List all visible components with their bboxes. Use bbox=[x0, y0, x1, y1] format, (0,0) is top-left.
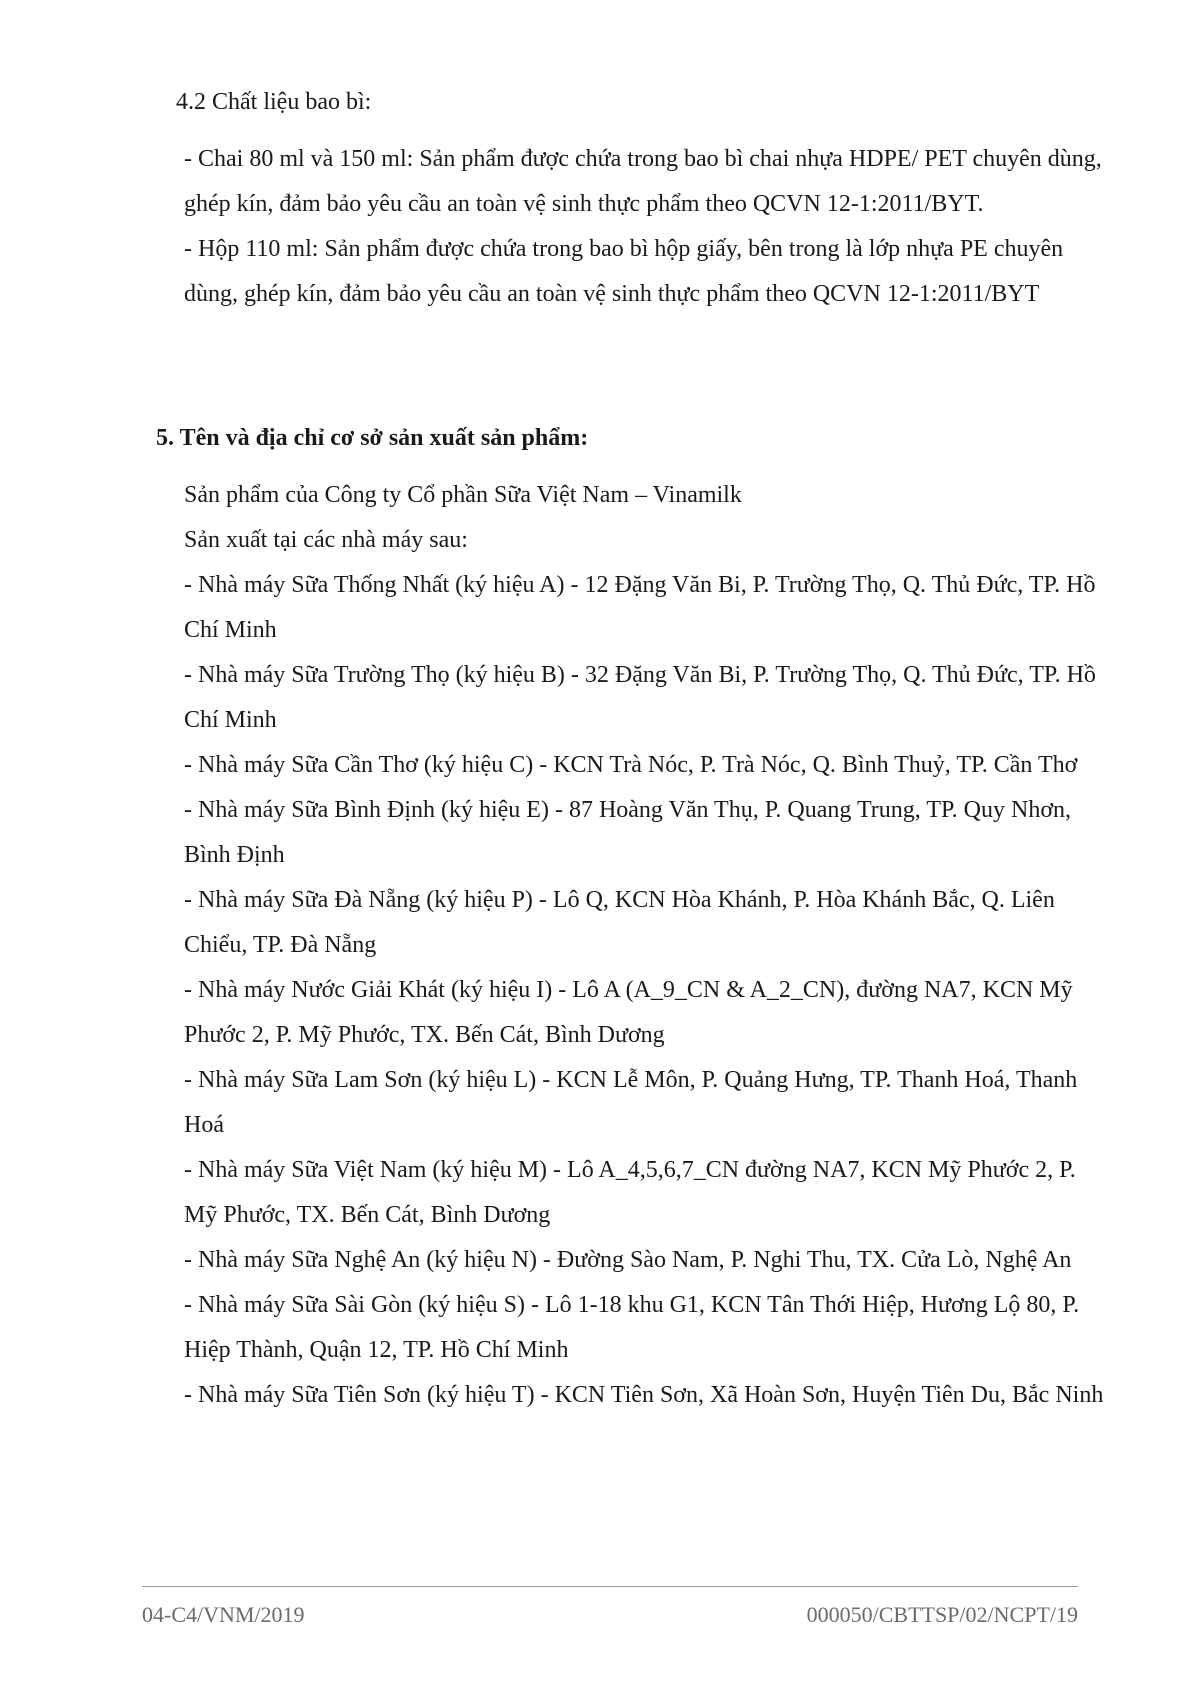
factory-item-l: - Nhà máy Sữa Lam Sơn (ký hiệu L) - KCN Lễ Môn, P. Quảng Hưng, TP. Thanh Hoá, Thanh Hoá bbox=[184, 1067, 1078, 1138]
factory-item-c: - Nhà máy Sữa Cần Thơ (ký hiệu C) - KCN Trà Nóc, P. Trà Nóc, Q. Bình Thuỷ, TP. Cần Thơ bbox=[184, 752, 1078, 778]
factory-item-b: - Nhà máy Sữa Trường Thọ (ký hiệu B) - 32 Đặng Văn Bi, P. Trường Thọ, Q. Thủ Đức, TP. Hồ Chí Minh bbox=[184, 662, 1096, 733]
footer-document-code: 04-C4/VNM/2019 bbox=[142, 1602, 305, 1627]
packaging-material-block bbox=[184, 137, 1104, 317]
producer-intro-factories: Sản xuất tại các nhà máy sau: bbox=[184, 527, 468, 553]
factory-item-m: - Nhà máy Sữa Việt Nam (ký hiệu M) - Lô A_4,5,6,7_CN đường NA7, KCN Mỹ Phước 2, P. Mỹ Phước, TX. Bến Cát, Bình Dương bbox=[184, 1157, 1076, 1228]
footer-divider bbox=[142, 1586, 1078, 1587]
factory-item-p: - Nhà máy Sữa Đà Nẵng (ký hiệu P) - Lô Q, KCN Hòa Khánh, P. Hòa Khánh Bắc, Q. Liên Chiểu, TP. Đà Nẵng bbox=[184, 887, 1055, 958]
footer-registration-number: 000050/CBTTSP/02/NCPT/19 bbox=[806, 1602, 1078, 1627]
factory-item-e: - Nhà máy Sữa Bình Định (ký hiệu E) - 87 Hoàng Văn Thụ, P. Quang Trung, TP. Quy Nhơn, Bình Định bbox=[184, 797, 1072, 868]
factory-item-s: - Nhà máy Sữa Sài Gòn (ký hiệu S) - Lô 1-18 khu G1, KCN Tân Thới Hiệp, Hương Lộ 80, P. Hiệp Thành, Quận 12, TP. Hồ Chí Minh bbox=[184, 1292, 1080, 1363]
producer-block bbox=[184, 473, 1104, 1418]
section-5-heading: 5. Tên và địa chỉ cơ sở sản xuất sản phẩm: bbox=[156, 425, 589, 451]
packaging-subheading: 4.2 Chất liệu bao bì: bbox=[176, 89, 372, 115]
factory-item-n: - Nhà máy Sữa Nghệ An (ký hiệu N) - Đường Sào Nam, P. Nghi Thu, TX. Cửa Lò, Nghệ An bbox=[184, 1247, 1072, 1273]
producer-intro: Sản phẩm của Công ty Cổ phần Sữa Việt Nam – Vinamilk bbox=[184, 482, 742, 508]
factory-item-a: - Nhà máy Sữa Thống Nhất (ký hiệu A) - 12 Đặng Văn Bi, P. Trường Thọ, Q. Thủ Đức, TP. Hồ Chí Minh bbox=[184, 572, 1096, 643]
packaging-paragraph-bottle: - Chai 80 ml và 150 ml: Sản phẩm được chứa trong bao bì chai nhựa HDPE/ PET chuyên dùng, ghép kín, đảm bảo yêu cầu an toàn vệ sinh thực phẩm theo QCVN 12-1:2011/BYT. bbox=[184, 146, 1102, 217]
factory-item-i: - Nhà máy Nước Giải Khát (ký hiệu I) - Lô A (A_9_CN & A_2_CN), đường NA7, KCN Mỹ Phước 2, P. Mỹ Phước, TX. Bến Cát, Bình Dương bbox=[184, 977, 1073, 1048]
packaging-paragraph-box: - Hộp 110 ml: Sản phẩm được chứa trong bao bì hộp giấy, bên trong là lớp nhựa PE chuyên dùng, ghép kín, đảm bảo yêu cầu an toàn vệ sinh thực phẩm theo QCVN 12-1:2011/BYT bbox=[184, 236, 1064, 307]
factory-item-t: - Nhà máy Sữa Tiên Sơn (ký hiệu T) - KCN Tiên Sơn, Xã Hoàn Sơn, Huyện Tiên Du, Bắc Ninh bbox=[184, 1382, 1104, 1408]
